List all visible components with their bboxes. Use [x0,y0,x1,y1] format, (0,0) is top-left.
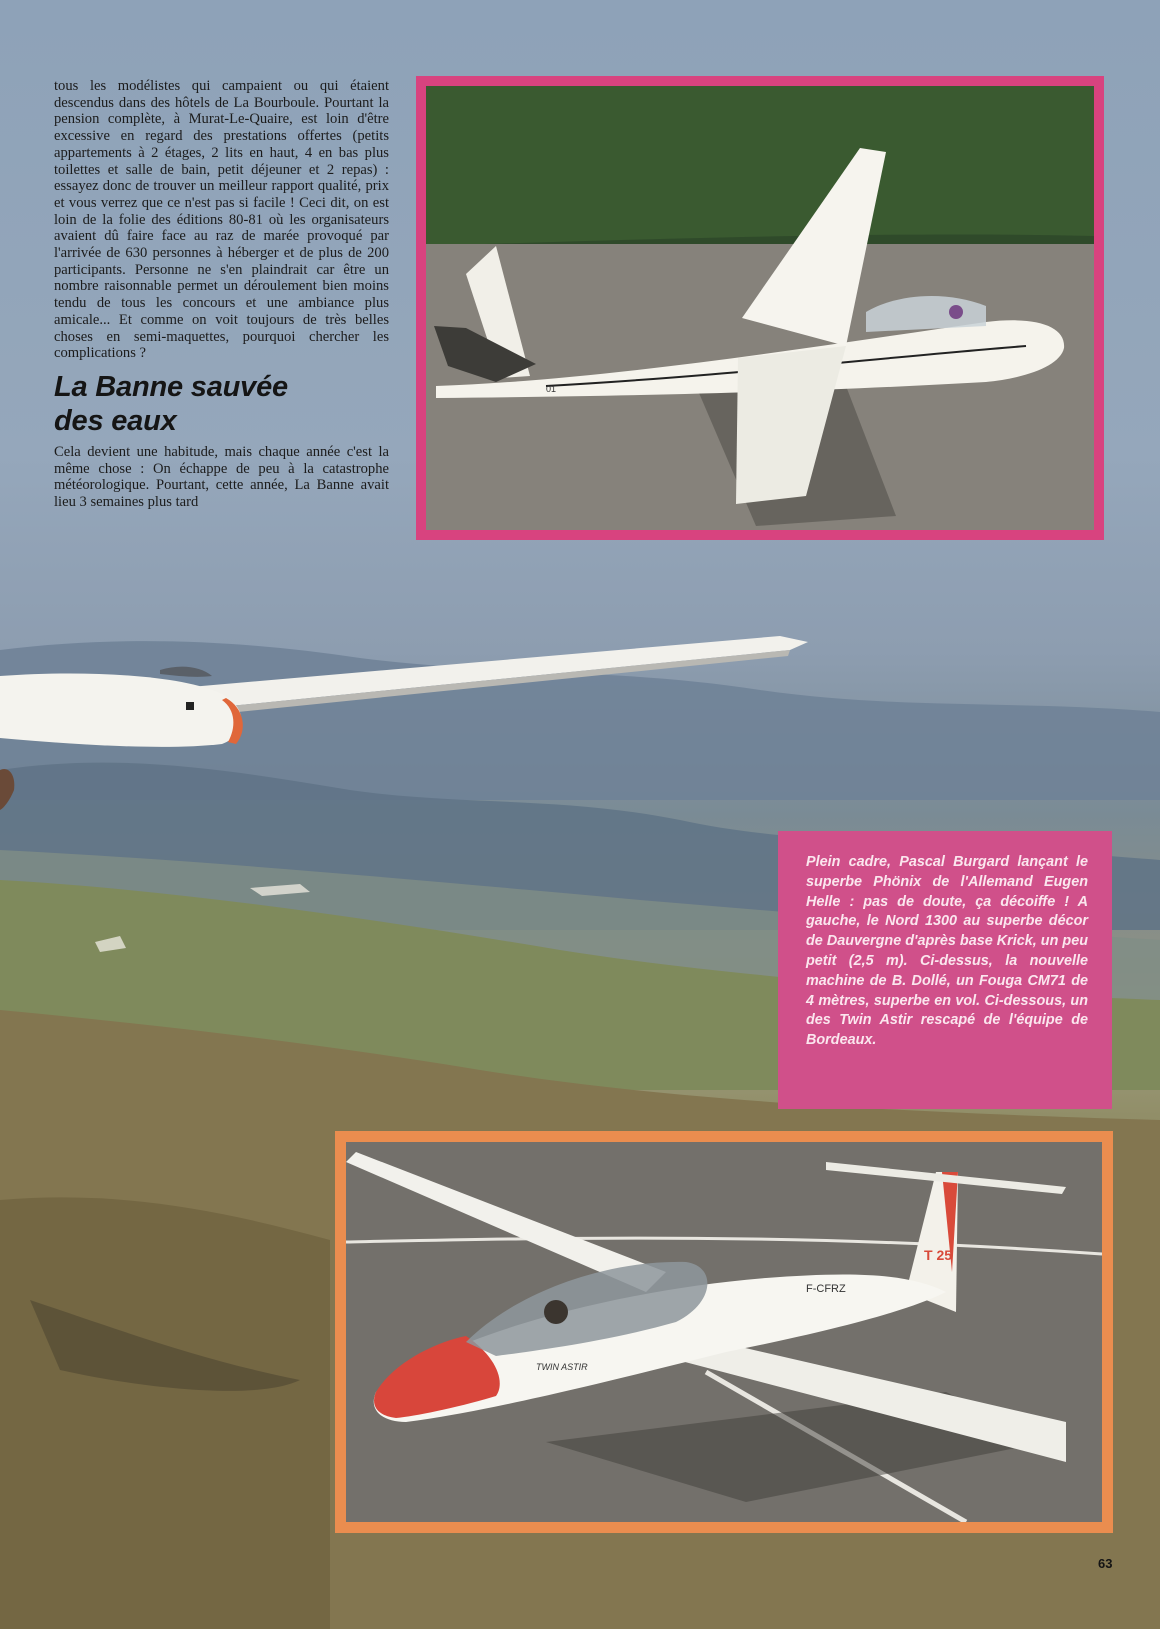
twin-astir-pilot-figure [544,1300,568,1324]
foreground-grass [0,1197,330,1629]
article-column [54,78,389,511]
fouga-illustration [426,86,1094,530]
photo-twin-astir-image [346,1142,1102,1522]
twin-astir-illustration [346,1142,1102,1522]
page-number: 63 [1098,1556,1113,1571]
fouga-pilot-figure [949,305,963,319]
article-paragraph-weather: Cela devient une habitude, mais chaque année c'est la même chose : On échappe de peu à la catastrophe météorologique. Pourtant, cette année, La Banne avait lieu 3 semaines plus tard [54,443,389,511]
fouga-marking: 01 [546,384,557,394]
photo-caption-text: Plein cadre, Pascal Burgard lançant le superbe Phönix de l'Allemand Eugen Helle : pas de doute, ça décoiffe ! A gauche, le Nord 1300 au superbe décor de Dauvergne d'après base Krick, un peu petit (2,5 m). Ci-dessus, la nouvelle machine de B. Dollé, un Fouga CM71 de 4 mètres, superbe en vol. Ci-dessous, un des Twin Astir rescapé de l'équipe de Bordeaux. [806,854,1088,1049]
twin-astir-registration: F-CFRZ [806,1283,846,1295]
article-paragraph-intro: tous les modélistes qui campaient ou qui étaient descendus dans des hôtels de La Bourboule. Pourtant la pension complète, à Murat-Le-Quaire, est loin d'être excessive en regard des prestations offertes (petits appartements à 2 étages, 2 lits en haut, 4 en bas plus toilettes et salle de bain, petit déjeuner et 2 repas) : essayez donc de trouver un meilleur rapport qualité, prix et vous verrez que ce n'est pas si facile ! Ceci dit, on est loin de la folie des éditions 80-81 où les organisateurs avaient dû faire face au raz de marée provoqué par l'arrivée de 630 personnes à héberger et de plus de 200 participants. Personne ne s'en plaindrait car être un nombre raisonnable permet un déroulement bien moins tendu de tous les concours et une ambiance plus amicale... Et comme on voit toujours de très belles choses en semi-maquettes, pourquoi chercher les complications ? [54,78,389,362]
photo-fouga-glider [416,76,1104,540]
twin-astir-tail-code: T 25 [924,1247,953,1263]
section-heading-line-1: La Banne sauvée [54,370,288,403]
twin-astir-type-label: TWIN ASTIR [536,1362,588,1372]
photo-grass-slope [426,86,1094,246]
photo-twin-astir-glider [335,1131,1113,1533]
section-heading-line-2: des eaux [54,404,177,437]
photo-fouga-image [426,86,1094,530]
glider-decal [186,702,194,710]
section-heading [54,370,389,438]
photo-caption-box [778,831,1112,1109]
